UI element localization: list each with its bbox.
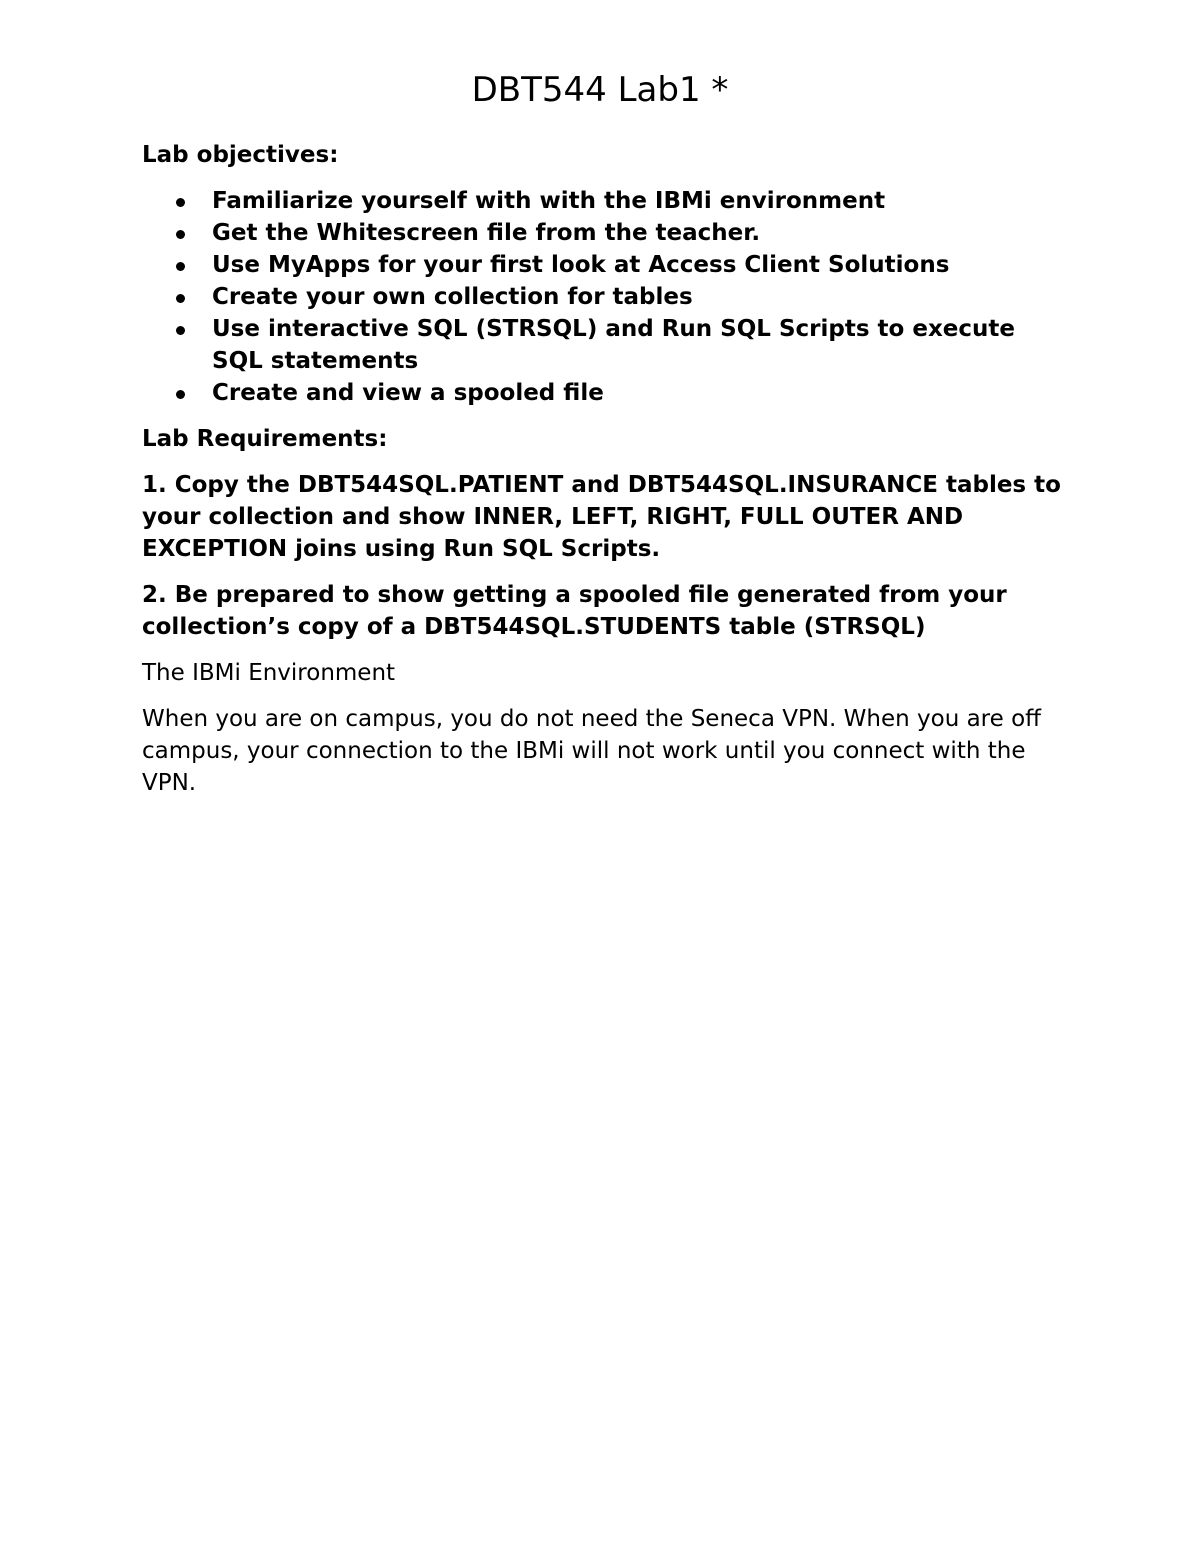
list-item	[142, 249, 1062, 281]
section-body: When you are on campus, you do not need the Seneca VPN. When you are off campus, your connection to the IBMi will not work until you connect with the VPN.	[142, 706, 1042, 796]
objective-text: Get the Whitescreen file from the teacher.	[212, 220, 761, 246]
section-heading: The IBMi Environment	[142, 660, 396, 686]
list-item	[142, 217, 1062, 249]
document-title: DBT544 Lab1 *	[471, 70, 729, 110]
objective-text: Create and view a spooled file	[212, 380, 604, 406]
requirement-2: 2. Be prepared to show getting a spooled file generated from your collection’s copy of a DBT544SQL.STUDENTS table (STRSQL)	[142, 582, 1007, 640]
bullet-icon	[176, 326, 185, 335]
list-item	[142, 185, 1062, 217]
requirements-heading: Lab Requirements:	[142, 426, 388, 452]
objective-text: Familiarize yourself with with the IBMi environment	[212, 188, 886, 214]
bullet-icon	[176, 230, 185, 239]
objectives-heading: Lab objectives:	[142, 142, 339, 168]
requirement-1: 1. Copy the DBT544SQL.PATIENT and DBT544SQL.INSURANCE tables to your collection and show INNER, LEFT, RIGHT, FULL OUTER AND EXCEPTION joins using Run SQL Scripts.	[142, 472, 1061, 562]
document-body	[142, 139, 1062, 813]
list-item	[142, 281, 1062, 313]
objectives-list	[142, 185, 1062, 409]
list-item	[142, 377, 1062, 409]
objective-text: Use MyApps for your first look at Access Client Solutions	[212, 252, 950, 278]
objective-text: Create your own collection for tables	[212, 284, 693, 310]
bullet-icon	[176, 294, 185, 303]
bullet-icon	[176, 198, 185, 207]
list-item	[142, 313, 1062, 377]
bullet-icon	[176, 262, 185, 271]
objective-text: Use interactive SQL (STRSQL) and Run SQL Scripts to execute SQL statements	[212, 316, 1015, 374]
bullet-icon	[176, 390, 185, 399]
